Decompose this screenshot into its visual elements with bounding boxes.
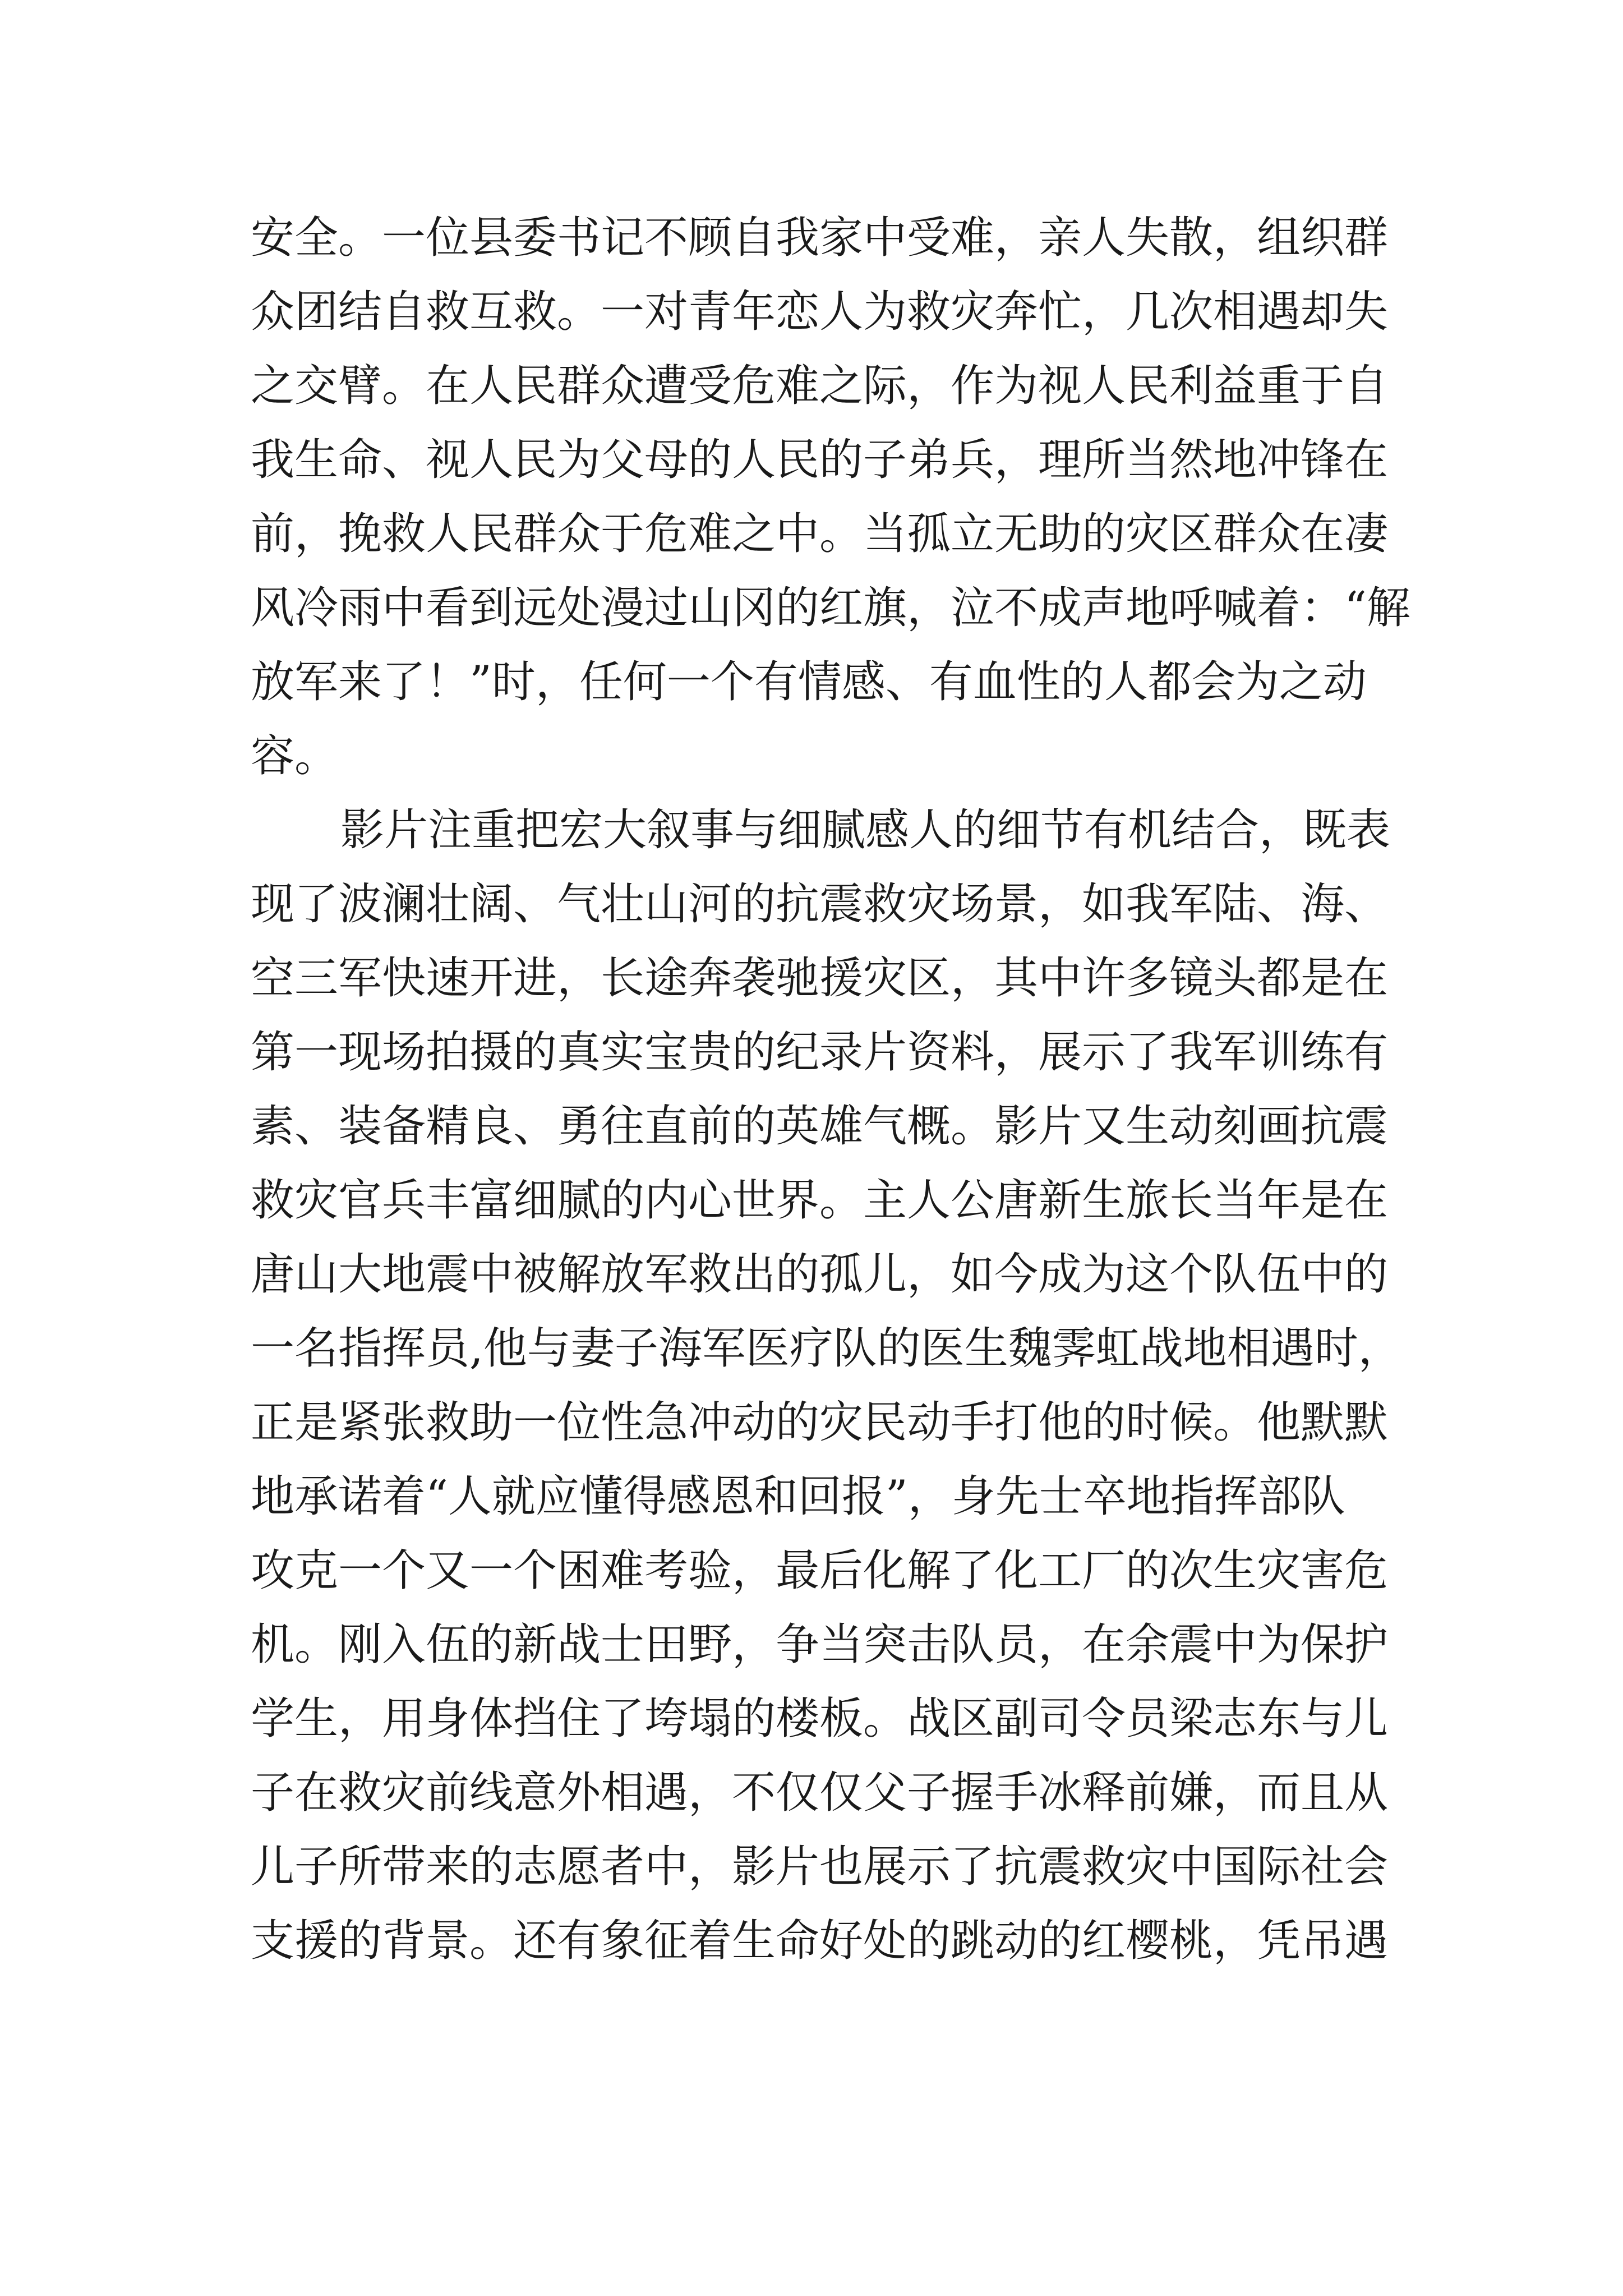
text-line: 一名指挥员,他与妻子海军医疗队的医生魏霁虹战地相遇时，	[251, 1323, 1402, 1374]
text-line: 儿子所带来的志愿者中，影片也展示了抗震救灾中国际社会	[251, 1842, 1389, 1892]
text-line: 救灾官兵丰富细腻的内心世界。主人公唐新生旅长当年是在	[251, 1175, 1389, 1226]
text-line: 攻克一个又一个困难考验，最后化解了化工厂的次生灾害危	[251, 1545, 1389, 1596]
text-line: 素、装备精良、勇往直前的英雄气概。影片又生动刻画抗震	[251, 1101, 1389, 1152]
text-body	[251, 201, 1410, 1978]
text-line: 安全。一位县委书记不顾自我家中受难，亲人失散，组织群	[251, 213, 1389, 263]
text-line: 机。刚入伍的新战士田野，争当突击队员，在余震中为保护	[251, 1619, 1389, 1670]
text-line: 现了波澜壮阔、气壮山河的抗震救灾场景，如我军陆、海、	[251, 879, 1389, 930]
text-line: 放军来了！”时，任何一个有情感、有血性的人都会为之动	[251, 657, 1367, 707]
text-line: 前，挽救人民群众于危难之中。当孤立无助的灾区群众在凄	[251, 509, 1389, 559]
text-line: 唐山大地震中被解放军救出的孤儿，如今成为这个队伍中的	[251, 1249, 1389, 1300]
paragraph-2	[251, 793, 1402, 1978]
text-line: 地承诺着“人就应懂得感恩和回报”，身先士卒地指挥部队	[251, 1471, 1345, 1522]
text-line: 容。	[251, 731, 339, 781]
text-line: 正是紧张救助一位性急冲动的灾民动手打他的时候。他默默	[251, 1397, 1389, 1448]
text-line: 风冷雨中看到远处漫过山冈的红旗，泣不成声地呼喊着：“解	[251, 583, 1410, 633]
text-line: 支援的背景。还有象征着生命好处的跳动的红樱桃，凭吊遇	[251, 1916, 1389, 1966]
text-line: 第一现场拍摄的真实宝贵的纪录片资料，展示了我军训练有	[251, 1027, 1389, 1078]
text-line: 影片注重把宏大叙事与细腻感人的细节有机结合，既表	[340, 805, 1391, 855]
text-line: 之交臂。在人民群众遭受危难之际，作为视人民利益重于自	[251, 361, 1389, 411]
text-line: 空三军快速开进，长途奔袭驰援灾区，其中许多镜头都是在	[251, 953, 1389, 1004]
text-line: 我生命、视人民为父母的人民的子弟兵，理所当然地冲锋在	[251, 435, 1389, 485]
text-line: 学生，用身体挡住了垮塌的楼板。战区副司令员梁志东与儿	[251, 1694, 1389, 1744]
text-line: 子在救灾前线意外相遇，不仅仅父子握手冰释前嫌，而且从	[251, 1768, 1389, 1818]
text-line: 众团结自救互救。一对青年恋人为救灾奔忙，几次相遇却失	[251, 287, 1389, 337]
paragraph-1	[251, 201, 1410, 793]
